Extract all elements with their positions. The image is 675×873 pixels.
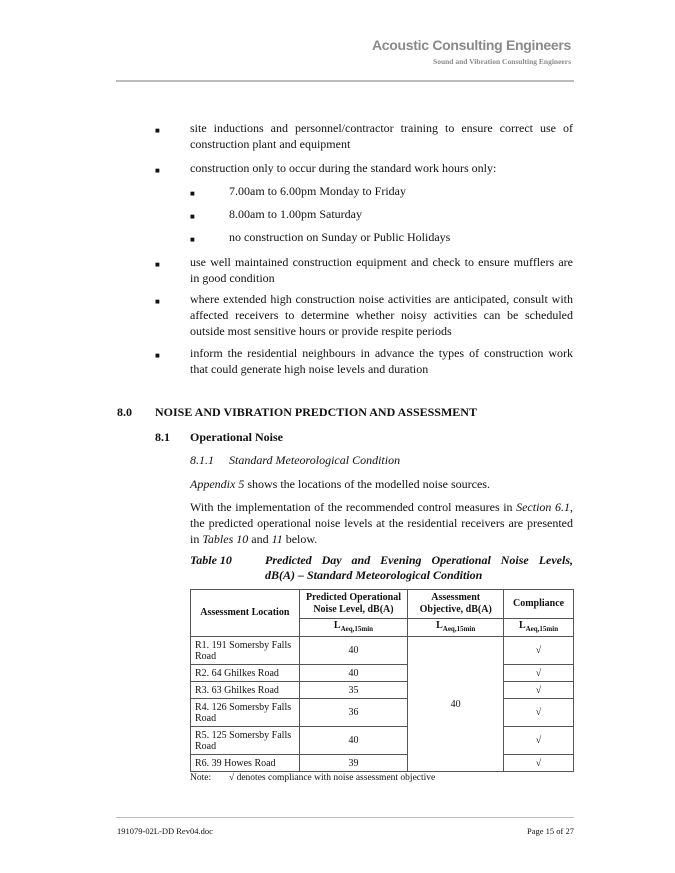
cell-compliance: √: [504, 682, 574, 699]
cell-level: 39: [299, 755, 408, 772]
bullet-icon: ■: [155, 166, 160, 175]
section-reference: Section 6.1: [516, 500, 570, 514]
cell-location: R2. 64 Ghilkes Road: [191, 665, 300, 682]
metric-label: $L_{Aeq,15min}$: [408, 619, 504, 637]
cell-level: 35: [299, 682, 408, 699]
cell-level: 40: [299, 727, 408, 755]
cell-objective: 40: [408, 637, 504, 772]
table-note-label: Note:: [190, 773, 212, 783]
footer-page-number: Page 15 of 27: [527, 826, 574, 836]
bullet-icon: ■: [155, 260, 160, 269]
cell-compliance: √: [504, 699, 574, 727]
table-row: [191, 665, 574, 682]
cell-compliance: √: [504, 755, 574, 772]
bullet-icon: ■: [155, 351, 160, 360]
section-number: 8.0: [117, 405, 132, 419]
header-location: Assessment Location: [191, 590, 300, 637]
subsubsection-number: 8.1.1: [190, 453, 214, 467]
subsection-number: 8.1: [155, 430, 170, 444]
bullet-item: construction only to occur during the standard work hours only:: [190, 161, 497, 175]
table-row: [191, 682, 574, 699]
sub-bullet-icon: ■: [190, 212, 195, 221]
noise-level-table: [190, 589, 574, 772]
cell-location: R3. 63 Ghilkes Road: [191, 682, 300, 699]
subsubsection-title: Standard Meteorological Condition: [229, 453, 401, 467]
paragraph-implementation: With the implementation of the recommended control measures in Section 6.1, the predicted operational noise levels at the residential receivers are presented in Tables 10 and 11 below.: [190, 500, 573, 546]
header-objective: Assessment Objective, dB(A): [408, 590, 504, 619]
table-note: √ denotes compliance with noise assessment objective: [229, 773, 436, 783]
metric-label: $L_{Aeq,15min}$: [504, 619, 574, 637]
bullet-item: site inductions and personnel/contractor training to ensure correct use of construction plant and equipment: [190, 121, 573, 151]
sub-bullet-item: 7.00am to 6.00pm Monday to Friday: [229, 184, 406, 198]
company-logo-title: Acoustic Consulting Engineers: [372, 37, 571, 53]
table-row: [191, 727, 574, 755]
header-rule: [116, 80, 574, 82]
appendix-reference: Appendix 5: [190, 477, 245, 491]
header-predicted: Predicted Operational Noise Level, dB(A): [299, 590, 408, 619]
bullet-item: where extended high construction noise activities are anticipated, consult with affected receivers to determine whether noisy activities can be scheduled outside most sensitive hours or provide respite periods: [190, 292, 573, 338]
bullet-icon: ■: [155, 297, 160, 306]
sub-bullet-icon: ■: [190, 235, 195, 244]
table-row: [191, 755, 574, 772]
cell-compliance: √: [504, 637, 574, 665]
table-row: [191, 699, 574, 727]
table-caption: Predicted Day and Evening Operational Noise Levels, dB(A) – Standard Meteorological Condition: [265, 553, 573, 582]
subsection-title: Operational Noise: [190, 430, 283, 444]
metric-label: $L_{Aeq,15min}$: [299, 619, 408, 637]
company-tagline: Sound and Vibration Consulting Engineers: [433, 57, 571, 66]
table-reference: 11: [271, 532, 283, 546]
paragraph-appendix: Appendix 5 shows the locations of the modelled noise sources.: [190, 477, 490, 491]
sub-bullet-icon: ■: [190, 189, 195, 198]
cell-location: R5. 125 Somersby Falls Road: [191, 727, 300, 755]
bullet-icon: ■: [155, 126, 160, 135]
cell-location: R1. 191 Somersby Falls Road: [191, 637, 300, 665]
table-reference: Tables 10: [202, 532, 249, 546]
bullet-item: use well maintained construction equipment and check to ensure mufflers are in good condition: [190, 255, 573, 285]
sub-bullet-item: no construction on Sunday or Public Holidays: [229, 230, 451, 244]
table-caption-number: Table 10: [190, 553, 232, 567]
cell-level: 40: [299, 665, 408, 682]
cell-compliance: √: [504, 665, 574, 682]
cell-location: R6. 39 Howes Road: [191, 755, 300, 772]
cell-compliance: √: [504, 727, 574, 755]
header-compliance: Compliance: [504, 590, 574, 619]
section-title: NOISE AND VIBRATION PREDCTION AND ASSESSMENT: [155, 405, 477, 419]
table-row: [191, 637, 574, 665]
cell-location: R4. 126 Somersby Falls Road: [191, 699, 300, 727]
cell-level: 36: [299, 699, 408, 727]
bullet-item: inform the residential neighbours in advance the types of construction work that could generate high noise levels and duration: [190, 346, 573, 376]
sub-bullet-item: 8.00am to 1.00pm Saturday: [229, 207, 362, 221]
cell-level: 40: [299, 637, 408, 665]
footer-doc-ref: 191079-02L-DD Rev04.doc: [117, 826, 213, 836]
footer-rule: [116, 817, 574, 818]
